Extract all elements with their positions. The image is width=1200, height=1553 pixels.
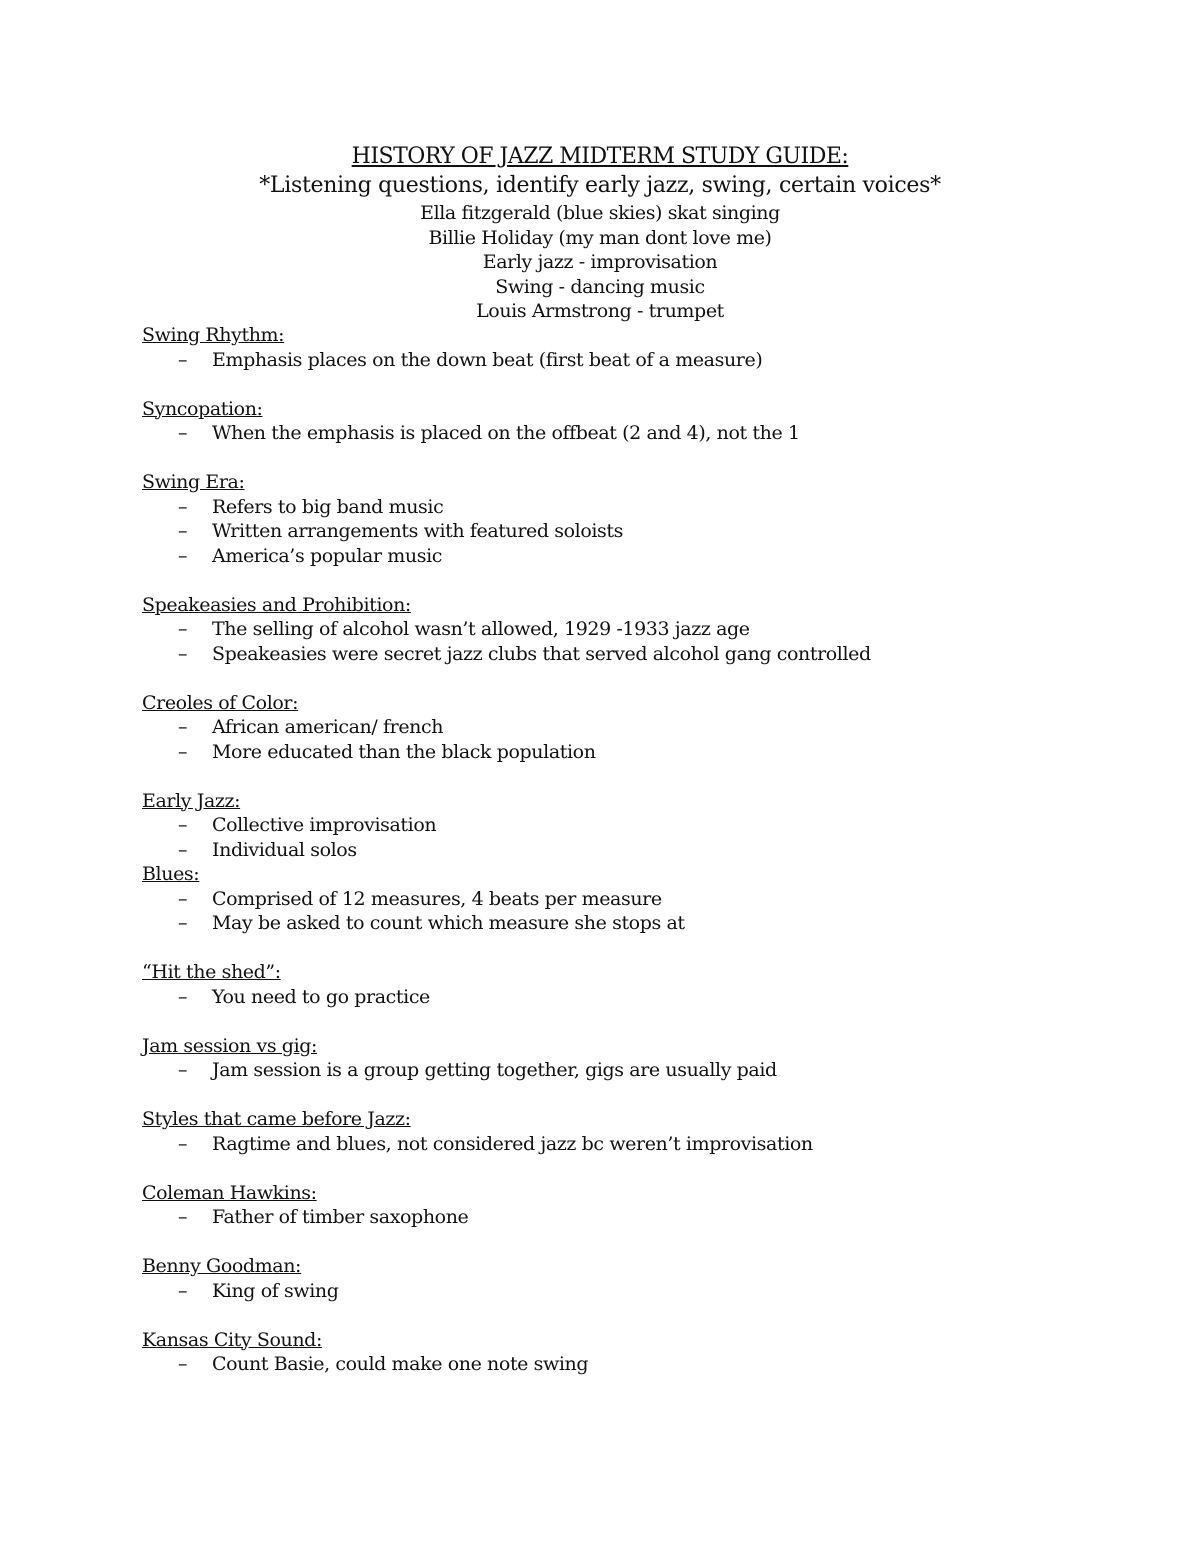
bullet-item <box>142 715 1102 740</box>
bullet-item <box>142 544 1102 569</box>
section <box>142 323 1102 397</box>
bullet-item <box>142 985 1102 1010</box>
section-heading: “Hit the shed”: <box>142 961 281 983</box>
bullet-list <box>142 1132 1102 1157</box>
bullet-text: Count Basie, could make one note swing <box>212 1353 589 1375</box>
section-heading: Kansas City Sound: <box>142 1328 322 1351</box>
bullet-text: When the emphasis is placed on the offbeat (2 and 4), not the 1 <box>212 422 800 444</box>
bullet-dash-icon: – <box>178 495 188 518</box>
bullet-item <box>142 813 1102 838</box>
bullet-dash-icon: – <box>178 1206 188 1228</box>
bullet-item <box>142 740 1102 765</box>
bullet-list <box>142 495 1102 569</box>
bullet-list <box>142 813 1102 862</box>
bullet-text: Refers to big band music <box>212 495 444 518</box>
section-spacer <box>142 1083 1102 1108</box>
bullet-dash-icon: – <box>178 716 188 738</box>
bullet-text: King of swing <box>212 1279 339 1302</box>
header-line: Louis Armstrong - trumpet <box>476 300 724 322</box>
bullet-text: Emphasis places on the down beat (first beat of a measure) <box>212 348 763 371</box>
section-heading: Benny Goodman: <box>142 1255 302 1277</box>
section-spacer <box>142 1156 1102 1181</box>
bullet-item <box>142 1352 1102 1377</box>
section <box>142 1328 1102 1377</box>
bullet-list <box>142 715 1102 764</box>
bullet-item <box>142 495 1102 520</box>
bullet-dash-icon: – <box>178 1059 188 1081</box>
section <box>142 593 1102 691</box>
bullet-item <box>142 911 1102 936</box>
header-line: Swing - dancing music <box>495 275 705 298</box>
bullet-list <box>142 1352 1102 1377</box>
section <box>142 1034 1102 1108</box>
section <box>142 862 1102 960</box>
bullet-list <box>142 1205 1102 1230</box>
bullet-list <box>142 1279 1102 1304</box>
bullet-dash-icon: – <box>178 544 188 567</box>
section-heading: Coleman Hawkins: <box>142 1181 317 1204</box>
bullet-dash-icon: – <box>178 838 188 861</box>
bullet-dash-icon: – <box>178 422 188 444</box>
bullet-text: Ragtime and blues, not considered jazz bc weren’t improvisation <box>212 1132 813 1155</box>
section <box>142 397 1102 471</box>
bullet-item <box>142 617 1102 642</box>
bullet-dash-icon: – <box>178 642 188 665</box>
section-spacer <box>142 568 1102 593</box>
bullet-dash-icon: – <box>178 912 188 934</box>
bullet-list <box>142 348 1102 373</box>
bullet-list <box>142 887 1102 936</box>
bullet-item <box>142 519 1102 544</box>
section <box>142 1254 1102 1328</box>
bullet-text: The selling of alcohol wasn’t allowed, 1929 -1933 jazz age <box>212 618 750 640</box>
bullet-item <box>142 348 1102 373</box>
document-subtitle: *Listening questions, identify early jazz, swing, certain voices* <box>259 173 941 198</box>
bullet-dash-icon: – <box>178 740 188 763</box>
bullet-text: Comprised of 12 measures, 4 beats per measure <box>212 887 662 910</box>
bullet-dash-icon: – <box>178 887 188 910</box>
bullet-dash-icon: – <box>178 1279 188 1302</box>
bullet-text: Individual solos <box>212 838 357 861</box>
bullet-list <box>142 985 1102 1010</box>
bullet-dash-icon: – <box>178 1353 188 1375</box>
header-line: Ella fitzgerald (blue skies) skat singing <box>420 202 780 224</box>
section-heading: Jam session vs gig: <box>142 1034 318 1057</box>
bullet-text: America’s popular music <box>212 544 442 567</box>
section <box>142 789 1102 863</box>
bullet-text: You need to go practice <box>212 985 430 1008</box>
section-heading: Early Jazz: <box>142 789 241 812</box>
section-spacer <box>142 666 1102 691</box>
bullet-dash-icon: – <box>178 618 188 640</box>
section-spacer <box>142 372 1102 397</box>
section-heading: Syncopation: <box>142 397 263 420</box>
document-body <box>142 323 1102 1377</box>
section-spacer <box>142 1009 1102 1034</box>
bullet-item <box>142 642 1102 667</box>
bullet-item <box>142 838 1102 863</box>
bullet-item <box>142 1132 1102 1157</box>
bullet-dash-icon: – <box>178 348 188 371</box>
document-header <box>0 143 1200 324</box>
section <box>142 470 1102 593</box>
bullet-text: African american/ french <box>212 716 444 738</box>
section-heading: Blues: <box>142 863 200 885</box>
section-heading: Swing Rhythm: <box>142 324 285 346</box>
bullet-dash-icon: – <box>178 814 188 836</box>
section <box>142 1107 1102 1181</box>
bullet-text: Speakeasies were secret jazz clubs that served alcohol gang controlled <box>212 642 871 665</box>
bullet-dash-icon: – <box>178 985 188 1008</box>
section-heading: Styles that came before Jazz: <box>142 1108 411 1130</box>
bullet-list <box>142 421 1102 446</box>
section-spacer <box>142 1230 1102 1255</box>
bullet-text: More educated than the black population <box>212 740 596 763</box>
section-heading: Speakeasies and Prohibition: <box>142 593 411 616</box>
section-spacer <box>142 446 1102 471</box>
bullet-item <box>142 887 1102 912</box>
bullet-item <box>142 1058 1102 1083</box>
section-heading: Creoles of Color: <box>142 691 299 714</box>
bullet-dash-icon: – <box>178 520 188 542</box>
section <box>142 1181 1102 1255</box>
bullet-text: Written arrangements with featured soloists <box>212 520 623 542</box>
section-spacer <box>142 1303 1102 1328</box>
section <box>142 691 1102 789</box>
bullet-item <box>142 421 1102 446</box>
bullet-text: Collective improvisation <box>212 814 437 836</box>
bullet-list <box>142 1058 1102 1083</box>
section-spacer <box>142 936 1102 961</box>
section-spacer <box>142 764 1102 789</box>
bullet-text: Jam session is a group getting together, gigs are usually paid <box>212 1059 777 1081</box>
bullet-list <box>142 617 1102 666</box>
bullet-dash-icon: – <box>178 1132 188 1155</box>
bullet-text: May be asked to count which measure she stops at <box>212 912 685 934</box>
document-title: HISTORY OF JAZZ MIDTERM STUDY GUIDE: <box>351 144 849 169</box>
section <box>142 960 1102 1034</box>
header-line: Early jazz - improvisation <box>482 251 718 273</box>
header-line: Billie Holiday (my man dont love me) <box>428 226 772 249</box>
bullet-item <box>142 1279 1102 1304</box>
section-heading: Swing Era: <box>142 471 245 493</box>
bullet-item <box>142 1205 1102 1230</box>
bullet-text: Father of timber saxophone <box>212 1206 469 1228</box>
